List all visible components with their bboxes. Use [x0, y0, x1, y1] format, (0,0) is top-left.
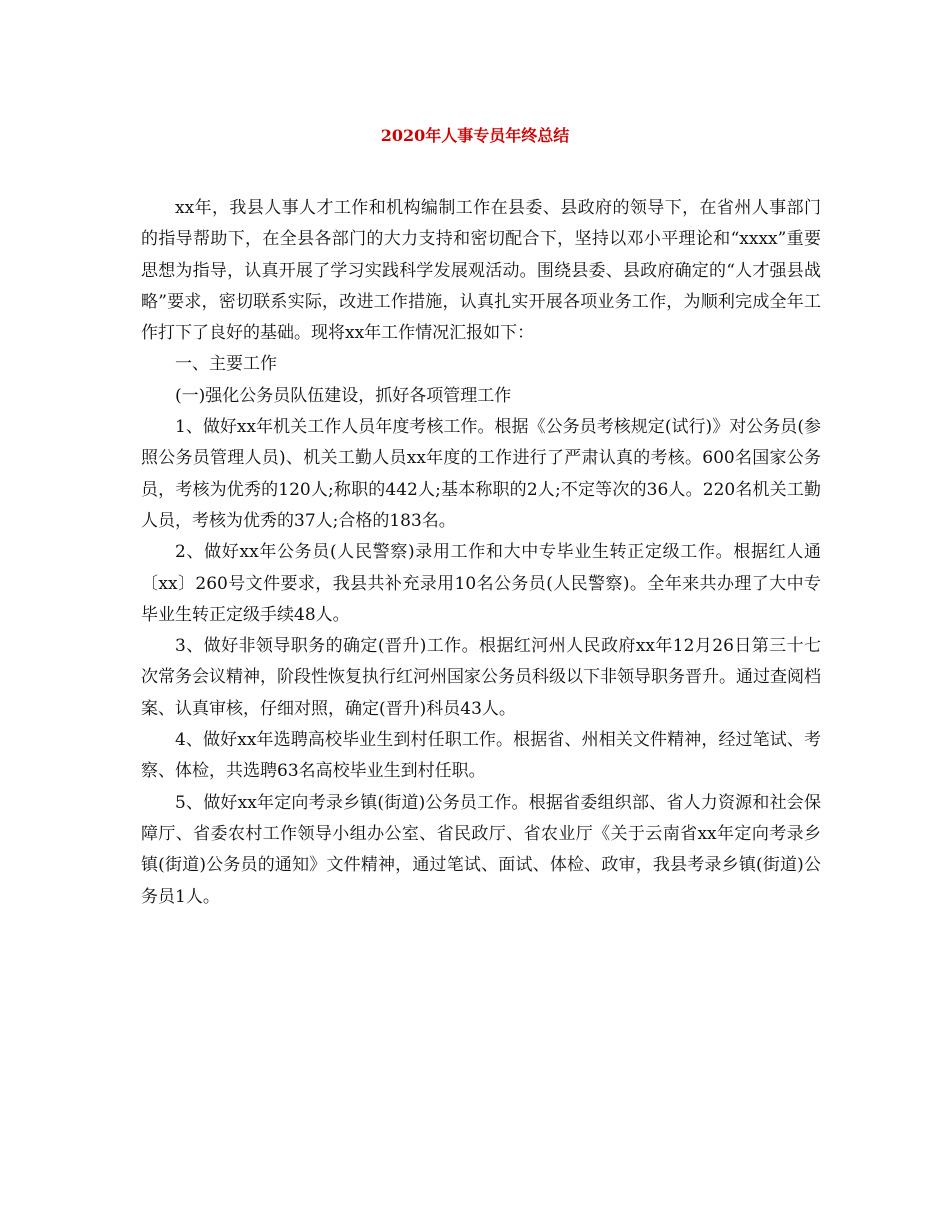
paragraph-intro: xx年，我县人事人才工作和机构编制工作在县委、县政府的领导下，在省州人事部门的指导帮助下，在全县各部门的大力支持和密切配合下，坚持以邓小平理论和“xxxx”重要思想为指导，认真开展了学习实践科学发展观活动。围绕县委、县政府确定的“人才强县战略”要求，密切联系实际，改进工作措施，认真扎实开展各项业务工作，为顺利完成全年工作打下了良好的基础。现将xx年工作情况汇报如下： [141, 198, 821, 344]
paragraph-item-5: 5、做好xx年定向考录乡镇(街道)公务员工作。根据省委组织部、省人力资源和社会保障厅、省委农村工作领导小组办公室、省民政厅、省农业厅《关于云南省xx年定向考录乡镇(街道)公务员的通知》文件精神，通过笔试、面试、体检、政审，我县考录乡镇(街道)公务员1人。 [141, 792, 821, 907]
paragraph-item-1: 1、做好xx年机关工作人员年度考核工作。根据《公务员考核规定(试行)》对公务员(参照公务员管理人员)、机关工勤人员xx年度的工作进行了严肃认真的考核。600名国家公务员，考核为优秀的120人;称职的442人;基本称职的2人;不定等次的36人。220名机关工勤人员，考核为优秀的37人;合格的183名。 [141, 417, 821, 531]
paragraph-item-2: 2、做好xx年公务员(人民警察)录用工作和大中专毕业生转正定级工作。根据红人通〔xx〕260号文件要求，我县共补充录用10名公务员(人民警察)。全年来共办理了大中专毕业生转正定级手续48人。 [141, 542, 821, 625]
document-body [141, 193, 821, 913]
subsection-heading: (一)强化公务员队伍建设，抓好各项管理工作 [175, 385, 512, 406]
section-heading: 一、主要工作 [175, 354, 277, 375]
paragraph-item-3: 3、做好非领导职务的确定(晋升)工作。根据红河州人民政府xx年12月26日第三十七次常务会议精神，阶段性恢复执行红河州国家公务员科级以下非领导职务晋升。通过查阅档案、认真审核，仔细对照，确定(晋升)科员43人。 [141, 636, 821, 719]
paragraph-item-4: 4、做好xx年选聘高校毕业生到村任职工作。根据省、州相关文件精神，经过笔试、考察、体检，共选聘63名高校毕业生到村任职。 [141, 730, 821, 782]
document-title: 2020年人事专员年终总结 [380, 126, 570, 145]
